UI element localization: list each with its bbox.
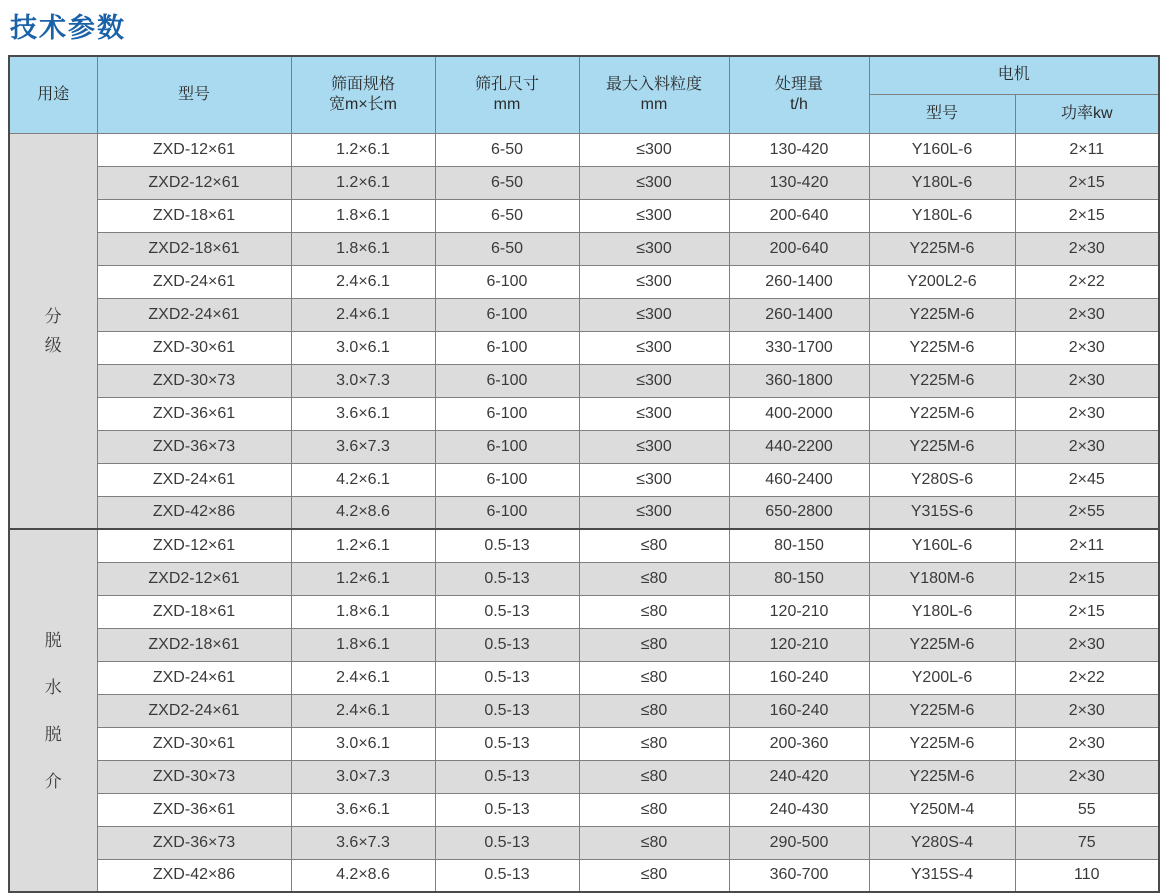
cell-model: ZXD-36×61 xyxy=(97,397,291,430)
cell-capacity: 120-210 xyxy=(729,628,869,661)
cell-hole-size: 6-50 xyxy=(435,166,579,199)
cell-max-feed: ≤80 xyxy=(579,628,729,661)
cell-motor-model: Y315S-4 xyxy=(869,859,1015,892)
page-title: 技术参数 xyxy=(10,13,126,43)
table-row xyxy=(9,298,1159,331)
cell-max-feed: ≤300 xyxy=(579,331,729,364)
cell-model: ZXD-30×73 xyxy=(97,364,291,397)
cell-hole-size: 6-50 xyxy=(435,133,579,166)
table-row xyxy=(9,463,1159,496)
cell-model: ZXD-24×61 xyxy=(97,463,291,496)
cell-screen-spec: 3.6×7.3 xyxy=(291,430,435,463)
table-row xyxy=(9,694,1159,727)
cell-screen-spec: 3.0×7.3 xyxy=(291,760,435,793)
cell-max-feed: ≤300 xyxy=(579,430,729,463)
cell-capacity: 160-240 xyxy=(729,661,869,694)
col-header-usage: 用途 xyxy=(9,56,97,133)
cell-motor-power: 2×30 xyxy=(1015,628,1159,661)
cell-screen-spec: 3.0×7.3 xyxy=(291,364,435,397)
usage-group-cell xyxy=(9,529,97,892)
cell-capacity: 360-1800 xyxy=(729,364,869,397)
cell-motor-power: 2×30 xyxy=(1015,694,1159,727)
cell-motor-power: 55 xyxy=(1015,793,1159,826)
cell-model: ZXD2-18×61 xyxy=(97,232,291,265)
table-row xyxy=(9,859,1159,892)
table-row xyxy=(9,331,1159,364)
cell-hole-size: 0.5-13 xyxy=(435,628,579,661)
cell-motor-model: Y225M-6 xyxy=(869,628,1015,661)
cell-hole-size: 0.5-13 xyxy=(435,793,579,826)
cell-screen-spec: 1.8×6.1 xyxy=(291,595,435,628)
table-row xyxy=(9,826,1159,859)
cell-hole-size: 0.5-13 xyxy=(435,661,579,694)
table-row xyxy=(9,199,1159,232)
cell-motor-model: Y225M-6 xyxy=(869,397,1015,430)
cell-model: ZXD-30×73 xyxy=(97,760,291,793)
cell-max-feed: ≤300 xyxy=(579,463,729,496)
usage-group-cell xyxy=(9,133,97,529)
cell-screen-spec: 3.6×6.1 xyxy=(291,793,435,826)
cell-max-feed: ≤300 xyxy=(579,364,729,397)
cell-motor-model: Y180L-6 xyxy=(869,166,1015,199)
usage-char: 介 xyxy=(44,771,62,791)
cell-capacity: 80-150 xyxy=(729,529,869,562)
cell-screen-spec: 1.2×6.1 xyxy=(291,133,435,166)
cell-motor-power: 2×15 xyxy=(1015,595,1159,628)
table-row xyxy=(9,595,1159,628)
cell-capacity: 260-1400 xyxy=(729,298,869,331)
cell-max-feed: ≤300 xyxy=(579,232,729,265)
cell-motor-power: 2×55 xyxy=(1015,496,1159,529)
table-row xyxy=(9,793,1159,826)
cell-model: ZXD-18×61 xyxy=(97,595,291,628)
cell-max-feed: ≤300 xyxy=(579,166,729,199)
cell-hole-size: 6-100 xyxy=(435,430,579,463)
cell-capacity: 460-2400 xyxy=(729,463,869,496)
cell-model: ZXD-36×73 xyxy=(97,430,291,463)
cell-hole-size: 6-100 xyxy=(435,265,579,298)
cell-hole-size: 6-100 xyxy=(435,364,579,397)
cell-hole-size: 0.5-13 xyxy=(435,826,579,859)
cell-capacity: 120-210 xyxy=(729,595,869,628)
cell-motor-power: 2×30 xyxy=(1015,760,1159,793)
cell-max-feed: ≤300 xyxy=(579,133,729,166)
cell-max-feed: ≤80 xyxy=(579,661,729,694)
cell-screen-spec: 2.4×6.1 xyxy=(291,298,435,331)
table-row xyxy=(9,232,1159,265)
usage-char: 分 xyxy=(44,306,62,326)
cell-screen-spec: 1.8×6.1 xyxy=(291,628,435,661)
cell-screen-spec: 4.2×6.1 xyxy=(291,463,435,496)
cell-model: ZXD-42×86 xyxy=(97,859,291,892)
cell-motor-power: 2×30 xyxy=(1015,331,1159,364)
cell-model: ZXD-30×61 xyxy=(97,727,291,760)
cell-max-feed: ≤80 xyxy=(579,727,729,760)
cell-screen-spec: 4.2×8.6 xyxy=(291,496,435,529)
col-header-hole-size xyxy=(435,56,579,133)
cell-motor-model: Y250M-4 xyxy=(869,793,1015,826)
cell-screen-spec: 3.0×6.1 xyxy=(291,331,435,364)
cell-max-feed: ≤80 xyxy=(579,529,729,562)
cell-model: ZXD2-12×61 xyxy=(97,166,291,199)
table-row xyxy=(9,760,1159,793)
table-row xyxy=(9,166,1159,199)
cell-screen-spec: 2.4×6.1 xyxy=(291,661,435,694)
cell-hole-size: 6-100 xyxy=(435,331,579,364)
cell-hole-size: 6-50 xyxy=(435,232,579,265)
table-row xyxy=(9,562,1159,595)
col-header-screen-spec-line1: 筛面规格 xyxy=(330,75,395,93)
cell-capacity: 330-1700 xyxy=(729,331,869,364)
table-row xyxy=(9,364,1159,397)
cell-motor-power: 110 xyxy=(1015,859,1159,892)
col-header-max-feed-line1: 最大入料粒度 xyxy=(605,75,702,93)
col-header-capacity-line2: t/h xyxy=(790,95,808,113)
cell-capacity: 200-640 xyxy=(729,232,869,265)
cell-hole-size: 0.5-13 xyxy=(435,760,579,793)
col-header-motor-power: 功率kw xyxy=(1015,94,1159,133)
cell-motor-model: Y225M-6 xyxy=(869,364,1015,397)
cell-motor-model: Y315S-6 xyxy=(869,496,1015,529)
cell-screen-spec: 2.4×6.1 xyxy=(291,694,435,727)
cell-hole-size: 6-100 xyxy=(435,463,579,496)
cell-motor-model: Y180L-6 xyxy=(869,199,1015,232)
cell-motor-model: Y200L-6 xyxy=(869,661,1015,694)
table-row xyxy=(9,397,1159,430)
table-header xyxy=(9,56,1159,133)
usage-char: 水 xyxy=(44,677,62,697)
spec-table xyxy=(8,55,1160,893)
cell-max-feed: ≤300 xyxy=(579,298,729,331)
table-row xyxy=(9,496,1159,529)
col-header-capacity xyxy=(729,56,869,133)
cell-max-feed: ≤80 xyxy=(579,793,729,826)
cell-motor-model: Y225M-6 xyxy=(869,232,1015,265)
cell-hole-size: 0.5-13 xyxy=(435,595,579,628)
cell-motor-power: 2×30 xyxy=(1015,298,1159,331)
cell-motor-power: 2×22 xyxy=(1015,265,1159,298)
cell-screen-spec: 1.2×6.1 xyxy=(291,562,435,595)
cell-motor-model: Y160L-6 xyxy=(869,529,1015,562)
col-header-model: 型号 xyxy=(97,56,291,133)
cell-max-feed: ≤80 xyxy=(579,760,729,793)
cell-hole-size: 0.5-13 xyxy=(435,859,579,892)
cell-hole-size: 0.5-13 xyxy=(435,529,579,562)
cell-motor-power: 2×11 xyxy=(1015,133,1159,166)
cell-capacity: 130-420 xyxy=(729,166,869,199)
cell-capacity: 360-700 xyxy=(729,859,869,892)
cell-motor-power: 2×15 xyxy=(1015,562,1159,595)
cell-motor-power: 2×11 xyxy=(1015,529,1159,562)
col-header-hole-size-line1: 筛孔尺寸 xyxy=(474,75,539,93)
cell-capacity: 80-150 xyxy=(729,562,869,595)
cell-screen-spec: 3.6×6.1 xyxy=(291,397,435,430)
cell-model: ZXD-36×61 xyxy=(97,793,291,826)
cell-hole-size: 6-100 xyxy=(435,496,579,529)
usage-char: 脱 xyxy=(44,630,62,650)
cell-motor-model: Y180L-6 xyxy=(869,595,1015,628)
cell-screen-spec: 4.2×8.6 xyxy=(291,859,435,892)
cell-motor-power: 2×30 xyxy=(1015,727,1159,760)
cell-hole-size: 6-100 xyxy=(435,397,579,430)
col-header-hole-size-line2: mm xyxy=(493,95,521,113)
col-header-motor: 电机 xyxy=(869,56,1159,94)
cell-motor-model: Y280S-4 xyxy=(869,826,1015,859)
cell-model: ZXD-24×61 xyxy=(97,661,291,694)
cell-model: ZXD-18×61 xyxy=(97,199,291,232)
cell-screen-spec: 3.6×7.3 xyxy=(291,826,435,859)
col-header-capacity-line1: 处理量 xyxy=(774,75,823,93)
cell-motor-model: Y225M-6 xyxy=(869,331,1015,364)
cell-motor-power: 2×30 xyxy=(1015,364,1159,397)
cell-capacity: 440-2200 xyxy=(729,430,869,463)
cell-model: ZXD-30×61 xyxy=(97,331,291,364)
cell-max-feed: ≤300 xyxy=(579,397,729,430)
cell-hole-size: 6-50 xyxy=(435,199,579,232)
usage-char: 级 xyxy=(44,335,62,355)
cell-max-feed: ≤300 xyxy=(579,496,729,529)
cell-max-feed: ≤80 xyxy=(579,859,729,892)
cell-capacity: 200-640 xyxy=(729,199,869,232)
cell-screen-spec: 1.8×6.1 xyxy=(291,232,435,265)
cell-capacity: 200-360 xyxy=(729,727,869,760)
usage-char: 脱 xyxy=(44,724,62,744)
table-row xyxy=(9,628,1159,661)
cell-max-feed: ≤300 xyxy=(579,199,729,232)
cell-motor-power: 2×45 xyxy=(1015,463,1159,496)
cell-motor-power: 2×22 xyxy=(1015,661,1159,694)
cell-motor-power: 2×30 xyxy=(1015,232,1159,265)
cell-capacity: 130-420 xyxy=(729,133,869,166)
cell-max-feed: ≤80 xyxy=(579,694,729,727)
cell-motor-power: 75 xyxy=(1015,826,1159,859)
cell-motor-model: Y200L2-6 xyxy=(869,265,1015,298)
col-header-motor-model: 型号 xyxy=(869,94,1015,133)
cell-screen-spec: 1.2×6.1 xyxy=(291,166,435,199)
table-row xyxy=(9,133,1159,166)
cell-model: ZXD2-12×61 xyxy=(97,562,291,595)
table-row xyxy=(9,430,1159,463)
cell-model: ZXD-12×61 xyxy=(97,133,291,166)
col-header-screen-spec-line2: 宽m×长m xyxy=(328,95,397,113)
cell-motor-power: 2×30 xyxy=(1015,397,1159,430)
cell-model: ZXD2-18×61 xyxy=(97,628,291,661)
cell-motor-model: Y225M-6 xyxy=(869,298,1015,331)
cell-motor-model: Y225M-6 xyxy=(869,430,1015,463)
cell-capacity: 400-2000 xyxy=(729,397,869,430)
cell-motor-model: Y180M-6 xyxy=(869,562,1015,595)
cell-max-feed: ≤80 xyxy=(579,562,729,595)
table-body xyxy=(9,133,1159,892)
cell-motor-model: Y280S-6 xyxy=(869,463,1015,496)
cell-capacity: 260-1400 xyxy=(729,265,869,298)
cell-motor-model: Y225M-6 xyxy=(869,727,1015,760)
cell-model: ZXD-42×86 xyxy=(97,496,291,529)
cell-screen-spec: 2.4×6.1 xyxy=(291,265,435,298)
cell-hole-size: 0.5-13 xyxy=(435,694,579,727)
cell-screen-spec: 1.2×6.1 xyxy=(291,529,435,562)
cell-capacity: 240-420 xyxy=(729,760,869,793)
usage-group-label xyxy=(10,308,97,354)
cell-screen-spec: 1.8×6.1 xyxy=(291,199,435,232)
cell-max-feed: ≤300 xyxy=(579,265,729,298)
cell-model: ZXD-12×61 xyxy=(97,529,291,562)
cell-hole-size: 6-100 xyxy=(435,298,579,331)
usage-group-label xyxy=(10,632,97,790)
cell-max-feed: ≤80 xyxy=(579,826,729,859)
col-header-screen-spec xyxy=(291,56,435,133)
table-row xyxy=(9,529,1159,562)
cell-motor-model: Y225M-6 xyxy=(869,694,1015,727)
cell-motor-power: 2×15 xyxy=(1015,166,1159,199)
cell-motor-model: Y160L-6 xyxy=(869,133,1015,166)
cell-model: ZXD-36×73 xyxy=(97,826,291,859)
table-row xyxy=(9,661,1159,694)
cell-model: ZXD2-24×61 xyxy=(97,694,291,727)
cell-motor-model: Y225M-6 xyxy=(869,760,1015,793)
col-header-max-feed xyxy=(579,56,729,133)
table-row xyxy=(9,265,1159,298)
col-header-max-feed-line2: mm xyxy=(640,95,668,113)
cell-capacity: 290-500 xyxy=(729,826,869,859)
cell-model: ZXD-24×61 xyxy=(97,265,291,298)
cell-capacity: 650-2800 xyxy=(729,496,869,529)
cell-capacity: 240-430 xyxy=(729,793,869,826)
cell-hole-size: 0.5-13 xyxy=(435,562,579,595)
cell-screen-spec: 3.0×6.1 xyxy=(291,727,435,760)
cell-motor-power: 2×15 xyxy=(1015,199,1159,232)
cell-capacity: 160-240 xyxy=(729,694,869,727)
cell-model: ZXD2-24×61 xyxy=(97,298,291,331)
cell-motor-power: 2×30 xyxy=(1015,430,1159,463)
cell-max-feed: ≤80 xyxy=(579,595,729,628)
table-row xyxy=(9,727,1159,760)
cell-hole-size: 0.5-13 xyxy=(435,727,579,760)
